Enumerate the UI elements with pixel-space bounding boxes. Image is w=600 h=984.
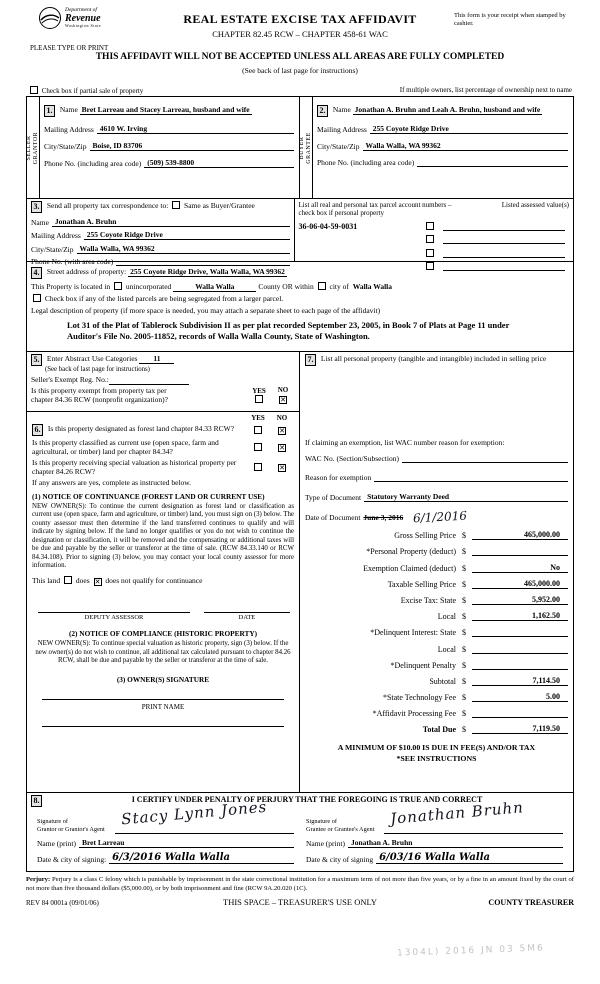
historic-yes-checkbox bbox=[254, 463, 262, 471]
section7-number: 7. bbox=[305, 354, 316, 366]
grantor-label-line1: Signature of bbox=[37, 818, 68, 825]
grantor-name-label: Name (print) bbox=[37, 838, 76, 848]
form-body bbox=[26, 86, 574, 907]
seller-fields bbox=[40, 97, 299, 198]
certify-statement: I CERTIFY UNDER PENALTY OF PERJURY THAT THE FOREGOING IS TRUE AND CORRECT bbox=[131, 795, 483, 804]
buyer-name-value: Jonathan A. Bruhn and Leah A. Bruhn, husband and wife bbox=[354, 105, 541, 114]
title-block bbox=[150, 12, 450, 39]
tax-correspondence-section bbox=[26, 198, 574, 266]
deputy-date-label: DATE bbox=[204, 612, 290, 621]
doc-date-label: Date of Document bbox=[305, 512, 361, 522]
personal-property-row bbox=[305, 354, 568, 366]
dollar-sign: $ bbox=[462, 693, 466, 703]
grantor-date-row bbox=[37, 852, 294, 864]
send-to-row bbox=[31, 201, 290, 213]
fee-row-excise-local bbox=[305, 611, 568, 621]
parcel-number-value: 36-06-04-59-0031 bbox=[298, 221, 358, 231]
fee-label: Subtotal bbox=[429, 676, 456, 686]
assessed-value-line-2 bbox=[443, 235, 565, 244]
land-classification-section bbox=[27, 412, 299, 792]
parcel-header-label: List all real and personal tax parcel account numbers – check box if personal property bbox=[298, 201, 452, 217]
wac-value bbox=[402, 454, 568, 463]
fee-label: *Delinquent Penalty bbox=[390, 660, 456, 670]
form-rev-number: REV 84 0001a (09/01/06) bbox=[26, 899, 99, 908]
fee-label: Total Due bbox=[422, 725, 456, 735]
revenue-logo-icon bbox=[38, 6, 62, 30]
deputy-assessor-label: DEPUTY ASSESSOR bbox=[38, 612, 190, 621]
does-not-checkbox: ✕ bbox=[94, 578, 101, 587]
fee-label: Gross Selling Price bbox=[394, 531, 456, 541]
fee-value bbox=[472, 627, 568, 637]
seller-address-row bbox=[44, 124, 294, 134]
located-pre-text: This Property is located in bbox=[31, 282, 111, 291]
buyer-phone-label: Phone No. (including area code) bbox=[317, 158, 415, 167]
grantor-signature: Stacy Lynn Jones bbox=[120, 797, 268, 829]
doc-date-row bbox=[305, 510, 568, 524]
fee-value: 5,952.00 bbox=[472, 595, 568, 605]
legal-description-value: Lot 31 of the Plat of Tablerock Subdivision II as per plat recorded September 23, 2005, in Book 7 of Plats at Page 11 under Auditor's File No. 2005-11852, records of Walla Walla County, State of Washington. bbox=[67, 320, 510, 342]
forest-yes-checkbox bbox=[254, 426, 262, 434]
unincorporated-checkbox bbox=[114, 282, 122, 290]
fee-row-gross bbox=[305, 530, 568, 540]
logo-text bbox=[65, 8, 101, 28]
fee-label: Local bbox=[437, 612, 456, 622]
partial-sale-item bbox=[28, 86, 143, 95]
dollar-sign: $ bbox=[462, 547, 466, 557]
currentuse-no-cell bbox=[270, 442, 294, 452]
grantee-column bbox=[300, 798, 569, 864]
seller-phone-row bbox=[44, 158, 294, 168]
see-back-line: (See back of last page for instructions) bbox=[242, 66, 358, 75]
buyer-side-strip bbox=[300, 97, 313, 198]
dollar-sign: $ bbox=[462, 676, 466, 686]
abstract-use-section bbox=[27, 352, 299, 412]
partial-sale-checkbox bbox=[30, 86, 38, 94]
exempt-reg-row bbox=[31, 375, 295, 384]
buyer-phone-value bbox=[417, 158, 568, 167]
forest-land-text: Is this property designated as forest land chapter 84.33 RCW? bbox=[47, 424, 235, 433]
see-instructions-note: *SEE INSTRUCTIONS bbox=[396, 754, 477, 764]
dollar-sign: $ bbox=[462, 563, 466, 573]
parcel-3-cell bbox=[417, 249, 443, 258]
parcel-list-area bbox=[295, 199, 573, 261]
grantee-signature: Jonathan Bruhn bbox=[389, 798, 525, 828]
notice2-body: NEW OWNER(S): To continue special valuation as historic property, sign (3) below. If the new owner(s) do not wish to continue, all additional tax calculated pursuant to chapter 84.26 RCW, shall be due and payable by the seller or transferor at the time of sale. bbox=[35, 640, 291, 665]
dept-revenue-logo bbox=[38, 6, 101, 30]
if-yes-note: If any answers are yes, complete as instructed below. bbox=[32, 478, 192, 487]
personal-property-text: List all personal property (tangible and intangible) included in selling price bbox=[320, 354, 547, 363]
corr-csz-row bbox=[31, 244, 290, 254]
exempt-question-text bbox=[31, 386, 247, 404]
fee-row-taxable bbox=[305, 579, 568, 589]
section6-number: 6. bbox=[32, 424, 43, 436]
left-column bbox=[27, 352, 300, 792]
seller-side-word1: SELLER bbox=[26, 135, 32, 160]
buyer-name-row bbox=[317, 105, 568, 117]
exempt-question-row bbox=[31, 386, 295, 404]
fee-label: *Delinquent Interest: State bbox=[370, 628, 456, 638]
fee-value: 7,119.50 bbox=[472, 724, 568, 734]
city-of-label: city of bbox=[329, 282, 349, 291]
exempt-yes-header: YES bbox=[252, 386, 266, 395]
this-land-text: This land bbox=[32, 576, 61, 586]
unincorporated-label: unincorporated bbox=[125, 282, 172, 291]
abstract-seeback: (See back of last page for instructions) bbox=[45, 366, 150, 373]
seller-name-row bbox=[44, 105, 294, 117]
seller-side-strip bbox=[27, 97, 40, 198]
reason-value bbox=[374, 473, 568, 482]
corr-address-value: 255 Coyote Ridge Drive bbox=[84, 230, 290, 240]
section3-number: 3. bbox=[31, 201, 42, 213]
street-address-label: Street address of property: bbox=[46, 267, 127, 276]
fee-value bbox=[472, 546, 568, 556]
no-header: NO bbox=[276, 414, 288, 422]
grantee-date-value: 6/03/16 Walla Walla bbox=[376, 852, 563, 864]
buyer-section bbox=[300, 97, 573, 198]
fee-value bbox=[472, 644, 568, 654]
grantee-label-line2: Grantee or Grantee's Agent bbox=[306, 825, 375, 833]
fee-value: 465,000.00 bbox=[472, 530, 568, 540]
parcel-row-3 bbox=[299, 249, 569, 258]
seller-side-word2: GRANTOR bbox=[33, 131, 39, 164]
forest-land-row bbox=[32, 424, 294, 436]
deputy-assessor-row bbox=[32, 612, 294, 621]
grantee-label-line1: Signature of bbox=[306, 818, 337, 825]
seller-address-value: 4610 W. Irving bbox=[97, 124, 294, 134]
parcel-1-personal-checkbox bbox=[426, 222, 434, 230]
cashier-stamp: 1304L) 2016 JN 03 5M6 bbox=[397, 943, 546, 959]
segregated-label: Check box if any of the listed parcels are being segregated from a larger parcel. bbox=[44, 294, 284, 303]
fee-label: *Personal Property (deduct) bbox=[366, 547, 456, 557]
logo-dept-line: Department of bbox=[65, 7, 97, 14]
corr-address-label: Mailing Address bbox=[31, 231, 81, 240]
fee-label: *State Technology Fee bbox=[382, 693, 456, 703]
fee-value: No bbox=[472, 563, 568, 573]
claiming-exemption-row: If claiming an exemption, list WAC number reason for exemption: bbox=[305, 438, 505, 447]
buyer-address-value: 255 Coyote Ridge Drive bbox=[370, 124, 568, 134]
fee-row-exemption bbox=[305, 563, 568, 573]
parcel-2-cell bbox=[417, 235, 443, 244]
buyer-address-row bbox=[317, 124, 568, 134]
grantor-signature-label bbox=[37, 818, 115, 834]
print-name-label: PRINT NAME bbox=[141, 702, 185, 711]
seller-csz-label: City/State/Zip bbox=[44, 142, 87, 151]
street-address-value: 255 Coyote Ridge Drive, Walla Walla, WA 99362 bbox=[130, 267, 285, 276]
fee-row-total-due bbox=[305, 724, 568, 734]
grantee-name-row bbox=[306, 838, 563, 848]
grantee-date-row bbox=[306, 852, 563, 864]
footer-row bbox=[26, 897, 574, 907]
fee-label: Excise Tax: State bbox=[400, 595, 456, 605]
historic-no-cell bbox=[270, 462, 294, 472]
grantor-column bbox=[31, 797, 300, 864]
grantor-date-label: Date & city of signing: bbox=[37, 854, 107, 864]
print-name-line bbox=[42, 711, 284, 727]
wac-label: WAC No. (Section/Subsection) bbox=[305, 454, 399, 463]
grantee-date-label: Date & city of signing bbox=[306, 854, 374, 864]
notice1-body: NEW OWNER(S): To continue the current designation as forest land or classification as current use (open space, farm and agriculture, or timber) land, you must sign on (3) below. The county assessor must then determine if the land transferred continues to qualify and will indicate by signing below. If the land no longer qualifies or you do not wish to continue the designation or classification, it will be removed and the compensating or additional taxes will be due and payable by the seller or transferor at the time of sale. (RCW 84.33.140 or RCW 84.34.108). Prior to signing (3) below, you may contact your local county assessor for more information. bbox=[32, 503, 294, 569]
dollar-sign: $ bbox=[462, 628, 466, 638]
logo-state-line: Washington State bbox=[65, 22, 102, 28]
forest-land-question bbox=[32, 424, 246, 436]
dollar-sign: $ bbox=[462, 579, 466, 589]
seller-name-value: Bret Larreau and Stacey Larreau, husband and wife bbox=[81, 105, 250, 114]
fee-row-delinquent-local bbox=[305, 644, 568, 654]
grantee-name-value: Jonathan A. Bruhn bbox=[348, 838, 563, 848]
buyer-fields bbox=[313, 97, 573, 198]
currentuse-yes-cell bbox=[246, 443, 270, 452]
parcel-1-cell bbox=[417, 222, 443, 231]
county-or-text: County OR within bbox=[258, 282, 314, 291]
buyer-csz-value: Walla Walla, WA 99362 bbox=[363, 141, 569, 151]
section8-number: 8. bbox=[31, 795, 42, 807]
county-value: Walla Walla bbox=[173, 282, 256, 292]
grantor-label-line2: Grantor or Grantor's Agent bbox=[37, 825, 105, 833]
historic-row bbox=[32, 458, 294, 476]
seller-side-label bbox=[26, 131, 40, 163]
fee-value: 1,162.50 bbox=[472, 611, 568, 621]
fee-value: 5.00 bbox=[472, 692, 568, 702]
dollar-sign: $ bbox=[462, 644, 466, 654]
corr-csz-label: City/State/Zip bbox=[31, 244, 74, 254]
parcel-row-1 bbox=[299, 222, 569, 231]
same-as-buyer-label: Same as Buyer/Grantee bbox=[184, 201, 255, 210]
fee-label: *Affidavit Processing Fee bbox=[372, 709, 456, 719]
currentuse-no-checkbox: ✕ bbox=[279, 444, 285, 452]
notice2-title: (2) NOTICE OF COMPLIANCE (HISTORIC PROPERTY) bbox=[68, 629, 258, 639]
section5-number: 5. bbox=[31, 354, 42, 366]
street-address-row bbox=[31, 267, 569, 279]
fee-label: Taxable Selling Price bbox=[387, 579, 456, 589]
owners-signature-title: (3) OWNER(S) SIGNATURE bbox=[116, 674, 210, 684]
please-type-or-print: PLEASE TYPE OR PRINT bbox=[30, 44, 109, 52]
correspondence-left bbox=[27, 199, 295, 266]
selling-price-section bbox=[300, 352, 573, 792]
seller-csz-value: Boise, ID 83706 bbox=[90, 141, 295, 151]
fee-value: 465,000.00 bbox=[472, 579, 568, 589]
multiple-owners-note: If multiple owners, list percentage of ownership next to name bbox=[399, 86, 572, 94]
assessed-value-line-1 bbox=[443, 222, 565, 231]
grantee-name-label: Name (print) bbox=[306, 838, 345, 848]
abstract-label: Enter Abstract Use Categories bbox=[46, 354, 138, 363]
buyer-phone-row bbox=[317, 158, 568, 167]
grantor-name-value: Bret Larreau bbox=[79, 838, 294, 848]
corr-name-label: Name bbox=[31, 217, 49, 227]
current-use-question: Is this property classified as current use (open space, farm and agricultural, or timber) land per chapter 84.34? bbox=[32, 438, 219, 456]
segregated-checkbox bbox=[33, 294, 41, 302]
minimum-due-note: A MINIMUM OF $10.00 IS DUE IN FEE(S) AND/OR TAX bbox=[337, 743, 536, 753]
dollar-sign: $ bbox=[462, 725, 466, 735]
perjury-paragraph bbox=[26, 876, 574, 893]
exempt-no-header: NO bbox=[277, 386, 289, 394]
exempt-q-line2: chapter 84.36 RCW (nonprofit organization)? bbox=[31, 395, 168, 404]
does-label: does bbox=[75, 576, 90, 586]
perjury-text: Perjury is a class C felony which is punishable by imprisonment in the state correctional institution for a maximum term of not more than five years, or by a fine in an amount fixed by the court of not more than five thousand dollars ($5,000.00), or by both imprisonment and fine (RCW 9A.20.020 (1C). bbox=[26, 876, 574, 892]
doc-date-struck-value: June 3, 2016 bbox=[363, 512, 404, 522]
fee-row-excise-state bbox=[305, 595, 568, 605]
seller-phone-label: Phone No. (including area code) bbox=[44, 159, 142, 168]
seller-address-label: Mailing Address bbox=[44, 125, 94, 134]
currentuse-yes-checkbox bbox=[254, 443, 262, 451]
yes-header: YES bbox=[251, 414, 265, 422]
corr-phone-label: Phone No. (with area code) bbox=[31, 257, 114, 266]
buyer-name-label: Name bbox=[332, 105, 351, 114]
exempt-yes-checkbox bbox=[255, 395, 263, 403]
assessed-value-header: Listed assessed value(s) bbox=[501, 201, 569, 209]
reason-label: Reason for exemption bbox=[305, 473, 372, 482]
grantor-name-row bbox=[37, 838, 294, 848]
continuance-row bbox=[32, 576, 294, 586]
fee-value bbox=[472, 660, 568, 670]
buyer-address-label: Mailing Address bbox=[317, 125, 367, 134]
historic-no-checkbox: ✕ bbox=[279, 464, 285, 472]
yn-header-spacer bbox=[32, 414, 246, 422]
dollar-sign: $ bbox=[462, 531, 466, 541]
fee-value: 7,114.50 bbox=[472, 676, 568, 686]
doc-type-value: Statutory Warranty Deed bbox=[364, 492, 568, 502]
buyer-side-label bbox=[299, 132, 313, 164]
dollar-sign: $ bbox=[462, 612, 466, 622]
does-not-label: does not qualify for continuance bbox=[105, 576, 203, 586]
use-and-price-sections bbox=[26, 351, 574, 793]
dollar-sign: $ bbox=[462, 709, 466, 719]
section2-number: 2. bbox=[317, 105, 328, 117]
exempt-yes-cell bbox=[247, 387, 271, 404]
seller-csz-row bbox=[44, 141, 294, 151]
corr-name-row bbox=[31, 217, 290, 227]
parcel-2-personal-checkbox bbox=[426, 235, 434, 243]
dollar-sign: $ bbox=[462, 660, 466, 670]
send-to-label: Send all property tax correspondence to: bbox=[46, 201, 169, 210]
doc-type-row bbox=[305, 492, 568, 502]
corr-csz-value: Walla Walla, WA 99362 bbox=[77, 244, 290, 254]
property-address-section bbox=[26, 261, 574, 352]
located-in-row bbox=[31, 282, 569, 291]
fee-label: Local bbox=[437, 644, 456, 654]
historic-question: Is this property receiving special valuation as historical property per chapter 84.26 RCW? bbox=[32, 458, 237, 476]
legal-description-label-row: Legal description of property (if more space is needed, you may attach a separate sheet to each page of the affidavit) bbox=[31, 306, 381, 315]
seller-phone-value: (509) 539-8800 bbox=[144, 158, 294, 168]
corr-name-value: Jonathan A. Bruhn bbox=[52, 217, 290, 227]
fee-row-personal bbox=[305, 546, 568, 556]
parcel-3-personal-checkbox bbox=[426, 249, 434, 257]
section4-number: 4. bbox=[31, 267, 42, 279]
doc-type-label: Type of Document bbox=[305, 493, 362, 502]
assessed-value-line-3 bbox=[443, 249, 565, 258]
city-value: Walla Walla bbox=[352, 282, 392, 291]
abstract-row bbox=[31, 354, 295, 366]
fee-row-subtotal bbox=[305, 676, 568, 686]
logo-revenue-line: Revenue bbox=[65, 12, 101, 24]
grantor-date-value: 6/3/2016 Walla Walla bbox=[109, 852, 294, 864]
reason-row bbox=[305, 473, 568, 482]
county-treasurer-label: COUNTY TREASURER bbox=[488, 898, 574, 908]
yn-header-row bbox=[32, 414, 294, 422]
fee-row-tech-fee bbox=[305, 692, 568, 702]
fee-label: Exemption Claimed (deduct) bbox=[363, 563, 456, 573]
notice1-title: (1) NOTICE OF CONTINUANCE (FOREST LAND OR CURRENT USE) bbox=[32, 492, 265, 501]
segregated-row bbox=[31, 294, 569, 303]
exempt-reg-value bbox=[109, 375, 189, 385]
receipt-note: This form is your receipt when stamped by cashier. bbox=[454, 12, 566, 28]
treasurer-space-label: THIS SPACE – TREASURER'S USE ONLY bbox=[223, 897, 377, 908]
parcel-headers bbox=[299, 201, 569, 217]
fee-row-penalty bbox=[305, 660, 568, 670]
form-header bbox=[0, 0, 600, 86]
current-use-row bbox=[32, 438, 294, 456]
fee-value bbox=[472, 708, 568, 718]
certification-section bbox=[26, 792, 574, 872]
perjury-label: Perjury: bbox=[26, 876, 51, 883]
does-checkbox bbox=[64, 576, 72, 584]
fee-row-processing-fee bbox=[305, 708, 568, 718]
dollar-sign: $ bbox=[462, 595, 466, 605]
seller-section bbox=[27, 97, 300, 198]
seller-buyer-sections bbox=[26, 96, 574, 199]
buyer-csz-row bbox=[317, 141, 568, 151]
form-subtitle: CHAPTER 82.45 RCW – CHAPTER 458-61 WAC bbox=[212, 29, 388, 39]
exempt-no-cell bbox=[271, 386, 295, 404]
abstract-value: 11 bbox=[139, 354, 174, 364]
doc-date-handwritten: 6/1/2016 bbox=[412, 508, 468, 526]
exempt-reg-label: Seller's Exempt Reg. No.: bbox=[31, 375, 109, 384]
owners-signature-line bbox=[42, 684, 284, 700]
section1-number: 1. bbox=[44, 105, 55, 117]
partial-sale-label: Check box if partial sale of property bbox=[41, 87, 144, 95]
historic-yes-cell bbox=[246, 463, 270, 472]
buyer-side-word2: GRANTEE bbox=[306, 131, 312, 164]
seller-name-label: Name bbox=[59, 105, 78, 114]
exempt-no-checkbox: ✕ bbox=[280, 396, 286, 404]
forest-no-cell bbox=[270, 425, 294, 435]
exempt-q-line1: Is this property exempt from property tax per bbox=[31, 386, 167, 395]
city-checkbox bbox=[318, 282, 326, 290]
buyer-csz-label: City/State/Zip bbox=[317, 142, 360, 151]
form-title: REAL ESTATE EXCISE TAX AFFIDAVIT bbox=[183, 12, 417, 26]
grantee-signature-label bbox=[306, 818, 384, 834]
forest-yes-cell bbox=[246, 426, 270, 435]
parcel-row-2 bbox=[299, 235, 569, 244]
fee-row-delinquent-state bbox=[305, 627, 568, 637]
same-as-buyer-checkbox bbox=[172, 201, 180, 209]
forest-no-checkbox: ✕ bbox=[279, 427, 285, 435]
warning-line: THIS AFFIDAVIT WILL NOT BE ACCEPTED UNLESS ALL AREAS ARE FULLY COMPLETED bbox=[95, 52, 505, 62]
wac-row bbox=[305, 454, 568, 463]
corr-address-row bbox=[31, 230, 290, 240]
buyer-side-word1: BUYER bbox=[299, 136, 305, 159]
